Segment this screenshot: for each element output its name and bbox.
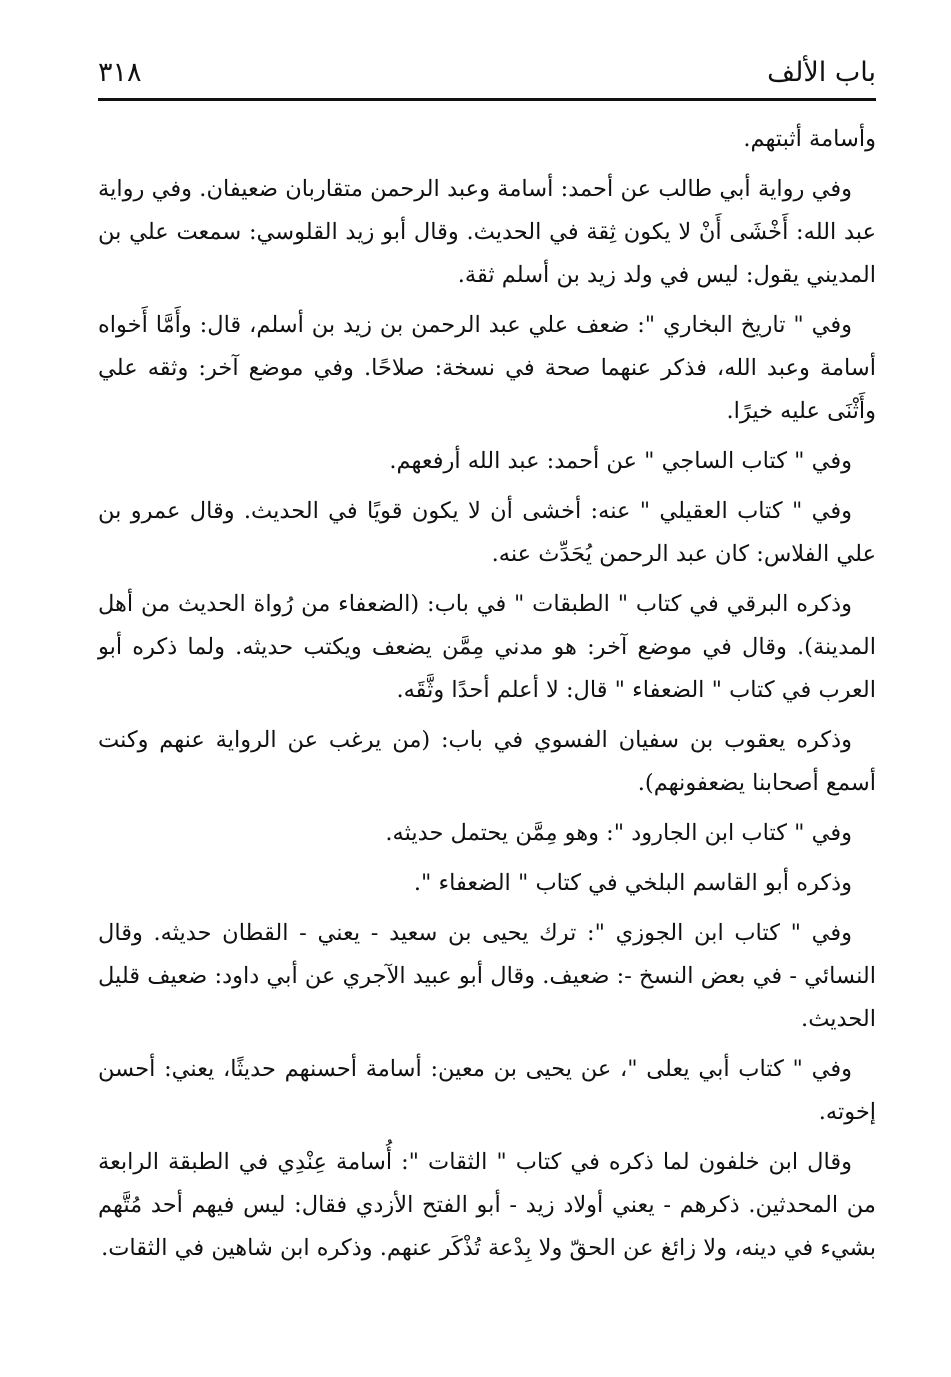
page-body bbox=[98, 118, 876, 1277]
page-number: ٣١٨ bbox=[98, 57, 142, 88]
paragraph: وذكره يعقوب بن سفيان الفسوي في باب: (من يرغب عن الرواية عنهم وكنت أسمع أصحابنا يضعفونهم). bbox=[98, 727, 876, 796]
paragraph: وقال ابن خلفون لما ذكره في كتاب " الثقات ": أُسامة عِنْدِي في الطبقة الرابعة من المحدثين. ذكرهم - يعني أولاد زيد - أبو الفتح الأزدي فقال: ليس فيهم أحد مُتَّهم بشيء في دينه، ولا زائغ عن الحقّ ولا بِدْعة تُذْكَر عنهم. وذكره ابن شاهين في الثقات. bbox=[98, 1149, 876, 1261]
paragraph: وفي " كتاب العقيلي " عنه: أخشى أن لا يكون قويًا في الحديث. وقال عمرو بن علي الفلاس: كان عبد الرحمن يُحَدِّث عنه. bbox=[98, 498, 876, 567]
paragraph: وأسامة أثبتهم. bbox=[743, 126, 876, 152]
page-header bbox=[98, 48, 876, 101]
paragraph: وذكره البرقي في كتاب " الطبقات " في باب: (الضعفاء من رُواة الحديث من أهل المدينة). وقال في موضع آخر: هو مدني مِمَّن يضعف ويكتب حديثه. ولما ذكره أبو العرب في كتاب " الضعفاء " قال: لا أعلم أحدًا وثَّقَه. bbox=[98, 591, 876, 703]
paragraph: وفي " كتاب الساجي " عن أحمد: عبد الله أرفعهم. bbox=[389, 448, 852, 474]
paragraph: وفي " كتاب ابن الجوزي ": ترك يحيى بن سعيد - يعني - القطان حديثه. وقال النسائي - في بعض النسخ -: ضعيف. وقال أبو عبيد الآجري عن أبي داود: ضعيف قليل الحديث. bbox=[98, 920, 876, 1032]
paragraph: وفي " تاريخ البخاري ": ضعف علي عبد الرحمن بن زيد بن أسلم، قال: وأَمَّا أَخواه أسامة وعبد الله، فذكر عنهما صحة في نسخة: صلاحًا. وفي موضع آخر: وثقه علي وأَثْنَى عليه خيرًا. bbox=[98, 312, 876, 424]
paragraph: وفي " كتاب أبي يعلى "، عن يحيى بن معين: أسامة أحسنهم حديثًا، يعني: أحسن إخوته. bbox=[98, 1056, 876, 1125]
paragraph: وفي رواية أبي طالب عن أحمد: أسامة وعبد الرحمن متقاربان ضعيفان. وفي رواية عبد الله: أَخْشَى أَنْ لا يكون ثِقة في الحديث. وقال أبو زيد القلوسي: سمعت علي بن المديني يقول: ليس في ولد زيد بن أسلم ثقة. bbox=[98, 176, 876, 288]
chapter-title: باب الألف bbox=[767, 57, 876, 88]
paragraph: وذكره أبو القاسم البلخي في كتاب " الضعفاء ". bbox=[413, 870, 852, 896]
paragraph: وفي " كتاب ابن الجارود ": وهو مِمَّن يحتمل حديثه. bbox=[385, 820, 852, 846]
